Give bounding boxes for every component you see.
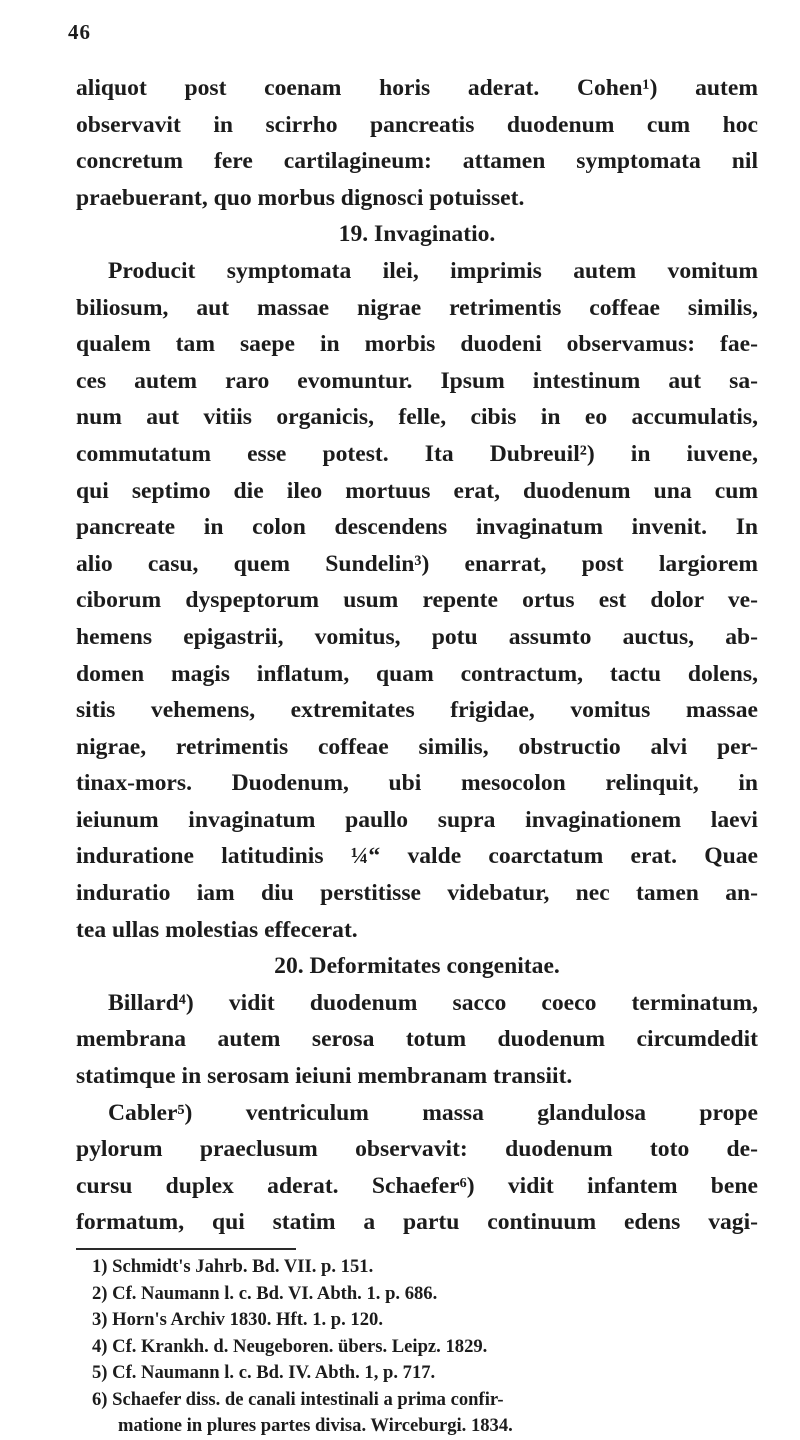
text-line: induratione latitudinis ¼“ valde coarctatum erat. Quae bbox=[76, 843, 758, 870]
text-line: membrana autem serosa totum duodenum circumdedit bbox=[76, 1026, 758, 1053]
text-line: alio casu, quem Sundelin³) enarrat, post largiorem bbox=[76, 550, 758, 577]
text-line: pancreate in colon descendens invaginatum invenit. In bbox=[76, 514, 758, 541]
text-line: observavit in scirrho pancreatis duodenum cum hoc bbox=[76, 111, 758, 138]
section-heading: 20. Deformitates congenitae. bbox=[274, 953, 560, 980]
text-line: commutatum esse potest. Ita Dubreuil²) in iuvene, bbox=[76, 440, 758, 467]
text-line: praebuerant, quo morbus dignosci potuisset. bbox=[76, 184, 525, 211]
footnote: 4) Cf. Krankh. d. Neugeboren. übers. Leipz. 1829. bbox=[92, 1335, 488, 1357]
text-line: biliosum, aut massae nigrae retrimentis coffeae similis, bbox=[76, 294, 758, 321]
text-line: qui septimo die ileo mortuus erat, duodenum una cum bbox=[76, 477, 758, 504]
footnote-rule bbox=[76, 1248, 296, 1250]
page-number: 46 bbox=[68, 20, 91, 44]
text-line: Producit symptomata ilei, imprimis autem vomitum bbox=[108, 257, 758, 284]
text-line: num aut vitiis organicis, felle, cibis in eo accumulatis, bbox=[76, 404, 758, 431]
text-line: ieiunum invaginatum paullo supra invaginationem laevi bbox=[76, 806, 758, 833]
text-line: tea ullas molestias effecerat. bbox=[76, 916, 358, 943]
section-heading: 19. Invaginatio. bbox=[338, 221, 496, 248]
text-line: Billard⁴) vidit duodenum sacco coeco terminatum, bbox=[108, 989, 758, 1016]
body-text bbox=[76, 70, 758, 1241]
footnote: 2) Cf. Naumann l. c. Bd. VI. Abth. 1. p. 686. bbox=[92, 1282, 438, 1304]
footnote: 3) Horn's Archiv 1830. Hft. 1. p. 120. bbox=[92, 1309, 383, 1330]
text-line: formatum, qui statim a partu continuum edens vagi- bbox=[76, 1209, 758, 1236]
text-line: cursu duplex aderat. Schaefer⁶) vidit infantem bene bbox=[76, 1172, 758, 1199]
footnote: 1) Schmidt's Jahrb. Bd. VII. p. 151. bbox=[92, 1256, 374, 1277]
text-line: domen magis inflatum, quam contractum, tactu dolens, bbox=[76, 660, 758, 687]
text-line: aliquot post coenam horis aderat. Cohen¹) autem bbox=[76, 75, 758, 101]
footnotes bbox=[92, 1254, 758, 1440]
text-line: statimque in serosam ieiuni membranam transiit. bbox=[76, 1063, 573, 1090]
text-line: induratio iam diu perstitisse videbatur, nec tamen an- bbox=[76, 880, 758, 907]
footnote: 5) Cf. Naumann l. c. Bd. IV. Abth. 1, p. 717. bbox=[92, 1362, 436, 1383]
footnote: matione in plures partes divisa. Wirceburgi. 1834. bbox=[118, 1415, 513, 1436]
text-line: concretum fere cartilagineum: attamen symptomata nil bbox=[76, 148, 758, 175]
text-line: tinax-mors. Duodenum, ubi mesocolon relinquit, in bbox=[76, 770, 758, 797]
text-line: ces autem raro evomuntur. Ipsum intestinum aut sa- bbox=[76, 367, 758, 394]
text-line: pylorum praeclusum observavit: duodenum toto de- bbox=[76, 1136, 758, 1163]
text-line: qualem tam saepe in morbis duodeni observamus: fae- bbox=[76, 331, 758, 358]
text-line: hemens epigastrii, vomitus, potu assumto auctus, ab- bbox=[76, 623, 758, 650]
footnote: 6) Schaefer diss. de canali intestinali a prima confir- bbox=[92, 1388, 504, 1410]
text-line: ciborum dyspeptorum usum repente ortus est dolor ve- bbox=[76, 587, 758, 614]
text-line: nigrae, retrimentis coffeae similis, obstructio alvi per- bbox=[76, 733, 758, 760]
text-line: sitis vehemens, extremitates frigidae, vomitus massae bbox=[76, 697, 758, 724]
text-line: Cabler⁵) ventriculum massa glandulosa prope bbox=[108, 1099, 758, 1126]
